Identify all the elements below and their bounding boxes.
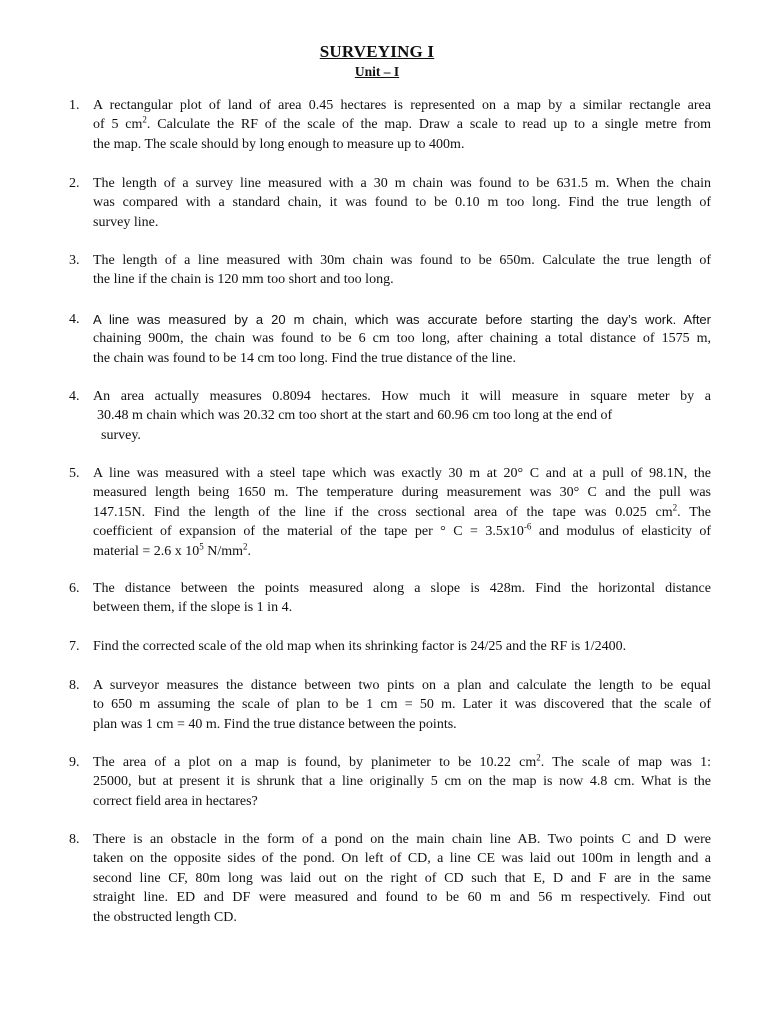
superscript: 2 (243, 540, 248, 551)
superscript: 2 (142, 114, 147, 125)
question-text (93, 174, 711, 232)
question-line: taken on the opposite sides of the pond. On left of CD, a line CE was laid out 100m in length and a (93, 851, 711, 867)
question-line: The area of a plot on a map is found, by planimeter to be 10.22 $cm^2$. The scale of map was 1: (93, 752, 711, 770)
question-line: plan was 1 cm = 40 m. Find the true distance between the points. (93, 716, 457, 732)
question-line: A surveyor measures the distance between two pints on a plan and calculate the length to be equal (93, 678, 711, 693)
question-text (93, 310, 711, 368)
superscript: 5 (199, 540, 204, 551)
superscript: 2 (672, 502, 678, 513)
question-text (93, 96, 711, 154)
question-line: measured length being 1650 m. The temperature during measurement was 30° C and the pull was (93, 485, 711, 501)
question-line: the map. The scale should by long enough to measure up to 400m. (93, 136, 465, 152)
question-line: between them, if the slope is 1 in 4. (93, 600, 293, 616)
question-number: 2. (69, 176, 80, 191)
question-text (93, 464, 711, 561)
question-line: the line if the chain is 120 mm too short and too long. (93, 272, 394, 288)
question-line: The length of a line measured with 30m chain was found to be 650m. Calculate the true length of (93, 253, 711, 268)
question-line: chaining 900m, the chain was found to be 6 cm too long, after chaining a total distance of 1575 m, (93, 331, 711, 347)
question-number: 9. (69, 755, 80, 770)
superscript: 2 (536, 752, 541, 763)
question-line: 30.48 m chain which was 20.32 cm too short at the start and 60.96 cm too long at the end of (97, 408, 613, 424)
question-line: 147.15N. Find the length of the line if the cross sectional area of the tape was 0.025 $cm^2$. The (93, 502, 711, 520)
question-line: second line CF, 80m long was laid out on the right of CD such that E, D and F are in the same (93, 870, 711, 886)
question-line: The distance between the points measured along a slope is 428m. Find the horizontal distance (93, 581, 711, 596)
question-text (93, 753, 711, 811)
question-number: 4. (69, 389, 80, 404)
question-text (93, 676, 711, 734)
question-line: survey. (101, 427, 141, 443)
question-line: to 650 m assuming the scale of plan to be 1 cm = 50 m. Later it was discovered that the scale of (93, 697, 711, 713)
question-text (93, 830, 711, 927)
question-line: material = 2.6 x $10^5$ $N/mm^2$. (93, 540, 252, 559)
question-number: 5. (69, 466, 80, 481)
question-number: 7. (69, 639, 80, 654)
question-line: survey line. (93, 214, 159, 230)
question-line: the obstructed length CD. (93, 909, 237, 925)
question-number: 6. (69, 581, 80, 596)
question-line: the chain was found to be 14 cm too long. Find the true distance of the line. (93, 350, 517, 366)
question-line: There is an obstacle in the form of a pond on the main chain line AB. Two points C and D were (93, 832, 711, 847)
question-line: Find the corrected scale of the old map when its shrinking factor is 24/25 and the RF is 1/2400. (93, 639, 627, 654)
question-number: 8. (69, 678, 80, 693)
question-number: 8. (69, 832, 80, 847)
question-line: A line was measured by a 20 m chain, which was accurate before starting the day’s work. After (93, 312, 711, 327)
question-number: 4. (69, 312, 80, 327)
question-line: correct field area in hectares? (93, 793, 258, 809)
question-line: straight line. ED and DF were measured and found to be 60 m and 56 m respectively. Find out (93, 890, 711, 906)
question-text (93, 251, 711, 290)
question-line: A rectangular plot of land of area 0.45 hectares is represented on a map by a similar rectangle area (93, 98, 711, 113)
document-title: SURVEYING I (319, 42, 435, 61)
question-line: 25000, but at present it is shrunk that a line originally 5 cm on the map is now 4.8 cm. What is the (93, 774, 711, 790)
question-line: was compared with a standard chain, it was found to be 0.10 m too long. Find the true length of (93, 195, 711, 211)
question-line: coefficient of expansion of the material of the tape per ° $C = 3.5x10^{-6}$ and modulus of elasticity of (93, 521, 711, 540)
superscript: -6 (523, 521, 532, 532)
question-number: 1. (69, 98, 80, 113)
question-text (93, 387, 711, 445)
question-text (93, 637, 711, 656)
unit-heading: Unit – I (354, 64, 400, 79)
question-text (93, 579, 711, 618)
question-line: An area actually measures 0.8094 hectares. How much it will measure in square meter by a (93, 389, 711, 404)
question-line: A line was measured with a steel tape which was exactly 30 m at 20° C and at a pull of 98.1N, the (93, 466, 711, 481)
question-number: 3. (69, 253, 80, 268)
question-line: of 5 $cm^2$. Calculate the RF of the scale of the map. Draw a scale to read up to a single metre from (93, 114, 712, 133)
question-line: The length of a survey line measured with a 30 m chain was found to be 631.5 m. When the chain (93, 176, 711, 191)
